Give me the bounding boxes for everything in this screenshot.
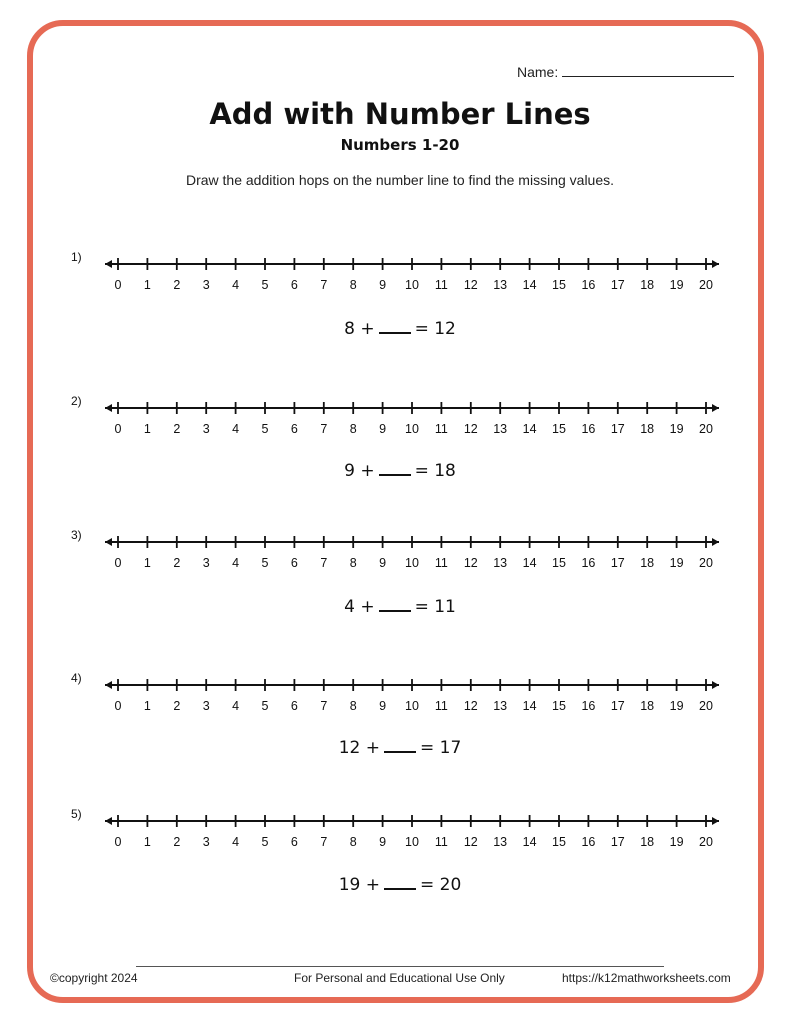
tick-label: 16: [581, 556, 596, 570]
tick-label: 14: [522, 835, 537, 849]
answer-blank[interactable]: [379, 594, 411, 612]
problem-number: 2): [71, 394, 82, 408]
tick-label: 15: [552, 278, 566, 292]
tick-label: 18: [640, 422, 655, 436]
left-arrow-icon: [105, 260, 112, 268]
tick-label: 12: [463, 556, 478, 570]
tick-label: 10: [405, 422, 419, 436]
tick-label: 0: [114, 422, 122, 436]
tick-label: 2: [173, 422, 181, 436]
footer-url[interactable]: https://k12mathworksheets.com: [562, 971, 731, 985]
tick-label: 8: [349, 278, 357, 292]
number-line[interactable]: [100, 250, 725, 295]
tick-label: 1: [143, 699, 151, 713]
left-arrow-icon: [105, 817, 112, 825]
tick-label: 14: [522, 278, 537, 292]
tick-label: 0: [114, 835, 122, 849]
answer-blank[interactable]: [384, 735, 416, 753]
footer-divider: [136, 966, 664, 967]
tick-label: 5: [261, 278, 269, 292]
equation-left: 8 +: [344, 319, 375, 339]
equation: [0, 735, 800, 758]
left-arrow-icon: [105, 681, 112, 689]
tick-label: 12: [463, 835, 478, 849]
equation-left: 12 +: [338, 738, 380, 758]
number-line[interactable]: [100, 394, 725, 439]
tick-label: 3: [202, 699, 210, 713]
problem-number: 4): [71, 671, 82, 685]
name-label: Name:: [517, 64, 559, 80]
tick-label: 9: [379, 699, 387, 713]
tick-label: 3: [202, 835, 210, 849]
equation-left: 9 +: [344, 461, 375, 481]
tick-label: 11: [434, 556, 448, 570]
tick-label: 4: [232, 278, 240, 292]
tick-label: 20: [699, 835, 713, 849]
tick-label: 4: [232, 699, 240, 713]
tick-label: 11: [434, 699, 448, 713]
tick-label: 8: [349, 422, 357, 436]
tick-label: 0: [114, 699, 122, 713]
equation-right: = 20: [420, 875, 462, 895]
tick-label: 11: [434, 835, 448, 849]
left-arrow-icon: [105, 538, 112, 546]
page-subtitle: Numbers 1-20: [340, 136, 460, 154]
equation: [0, 594, 800, 617]
tick-label: 10: [405, 699, 419, 713]
tick-label: 19: [669, 556, 684, 570]
problem-4: [0, 671, 800, 781]
instructions-text: Draw the addition hops on the number line to find the missing values.: [185, 172, 615, 188]
tick-label: 16: [581, 278, 596, 292]
problem-1: [0, 250, 800, 360]
tick-label: 9: [379, 835, 387, 849]
problem-number: 1): [71, 250, 82, 264]
name-field[interactable]: [517, 62, 734, 80]
tick-label: 4: [232, 835, 240, 849]
tick-label: 20: [699, 278, 713, 292]
tick-label: 12: [463, 422, 478, 436]
tick-label: 17: [610, 699, 625, 713]
tick-label: 20: [699, 699, 713, 713]
tick-label: 6: [290, 556, 298, 570]
tick-label: 0: [114, 556, 122, 570]
tick-label: 3: [202, 422, 210, 436]
tick-label: 13: [493, 835, 508, 849]
tick-label: 15: [552, 556, 566, 570]
right-arrow-icon: [712, 260, 719, 268]
tick-label: 2: [173, 556, 181, 570]
tick-label: 20: [699, 422, 713, 436]
tick-label: 3: [202, 556, 210, 570]
tick-label: 15: [552, 422, 566, 436]
equation: [0, 872, 800, 895]
tick-label: 8: [349, 835, 357, 849]
tick-label: 19: [669, 278, 684, 292]
equation-left: 4 +: [344, 597, 375, 617]
right-arrow-icon: [712, 538, 719, 546]
tick-label: 16: [581, 422, 596, 436]
name-blank[interactable]: [562, 62, 734, 77]
tick-label: 8: [349, 556, 357, 570]
right-arrow-icon: [712, 404, 719, 412]
tick-label: 7: [320, 278, 328, 292]
number-line[interactable]: [100, 528, 725, 573]
tick-label: 5: [261, 556, 269, 570]
right-arrow-icon: [712, 681, 719, 689]
answer-blank[interactable]: [384, 872, 416, 890]
tick-label: 1: [143, 278, 151, 292]
tick-label: 6: [290, 699, 298, 713]
tick-label: 2: [173, 699, 181, 713]
equation: [0, 316, 800, 339]
problem-3: [0, 528, 800, 638]
tick-label: 7: [320, 556, 328, 570]
tick-label: 2: [173, 835, 181, 849]
tick-label: 19: [669, 699, 684, 713]
tick-label: 13: [493, 278, 508, 292]
right-arrow-icon: [712, 817, 719, 825]
tick-label: 14: [522, 699, 537, 713]
tick-label: 9: [379, 556, 387, 570]
tick-label: 6: [290, 278, 298, 292]
tick-label: 1: [143, 835, 151, 849]
tick-label: 17: [610, 422, 625, 436]
tick-label: 1: [143, 422, 151, 436]
tick-label: 5: [261, 699, 269, 713]
tick-label: 18: [640, 556, 655, 570]
problem-number: 5): [71, 807, 82, 821]
equation-right: = 12: [414, 319, 456, 339]
tick-label: 12: [463, 699, 478, 713]
tick-label: 18: [640, 699, 655, 713]
page-title: Add with Number Lines: [209, 97, 591, 131]
tick-label: 0: [114, 278, 122, 292]
tick-label: 15: [552, 699, 566, 713]
tick-label: 18: [640, 278, 655, 292]
tick-label: 6: [290, 835, 298, 849]
tick-label: 10: [405, 556, 419, 570]
tick-label: 3: [202, 278, 210, 292]
tick-label: 15: [552, 835, 566, 849]
tick-label: 7: [320, 422, 328, 436]
tick-label: 18: [640, 835, 655, 849]
tick-label: 14: [522, 556, 537, 570]
tick-label: 12: [463, 278, 478, 292]
answer-blank[interactable]: [379, 458, 411, 476]
tick-label: 9: [379, 278, 387, 292]
tick-label: 13: [493, 699, 508, 713]
tick-label: 14: [522, 422, 537, 436]
tick-label: 6: [290, 422, 298, 436]
footer-usage: For Personal and Educational Use Only: [294, 971, 505, 985]
tick-label: 7: [320, 835, 328, 849]
tick-label: 11: [434, 422, 448, 436]
tick-label: 7: [320, 699, 328, 713]
tick-label: 17: [610, 556, 625, 570]
tick-label: 13: [493, 556, 508, 570]
tick-label: 8: [349, 699, 357, 713]
number-line[interactable]: [100, 807, 725, 852]
equation: [0, 458, 800, 481]
tick-label: 20: [699, 556, 713, 570]
tick-label: 11: [434, 278, 448, 292]
tick-label: 4: [232, 556, 240, 570]
equation-right: = 18: [414, 461, 456, 481]
tick-label: 17: [610, 835, 625, 849]
tick-label: 1: [143, 556, 151, 570]
tick-label: 19: [669, 835, 684, 849]
tick-label: 13: [493, 422, 508, 436]
equation-left: 19 +: [338, 875, 380, 895]
tick-label: 4: [232, 422, 240, 436]
problem-5: [0, 807, 800, 917]
tick-label: 19: [669, 422, 684, 436]
tick-label: 16: [581, 835, 596, 849]
tick-label: 10: [405, 835, 419, 849]
tick-label: 5: [261, 422, 269, 436]
footer-copyright: ©copyright 2024: [50, 971, 138, 985]
problem-number: 3): [71, 528, 82, 542]
tick-label: 17: [610, 278, 625, 292]
equation-right: = 11: [414, 597, 456, 617]
tick-label: 16: [581, 699, 596, 713]
tick-label: 2: [173, 278, 181, 292]
answer-blank[interactable]: [379, 316, 411, 334]
equation-right: = 17: [420, 738, 462, 758]
problem-2: [0, 394, 800, 504]
tick-label: 5: [261, 835, 269, 849]
tick-label: 9: [379, 422, 387, 436]
left-arrow-icon: [105, 404, 112, 412]
tick-label: 10: [405, 278, 419, 292]
number-line[interactable]: [100, 671, 725, 716]
